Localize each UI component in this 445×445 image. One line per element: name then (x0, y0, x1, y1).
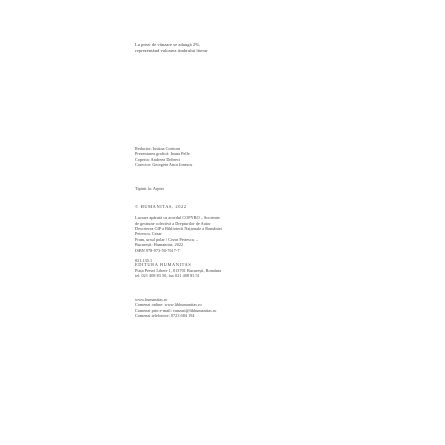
credits-block (135, 146, 375, 168)
copyright-line: © HUMANITAS, 2022 (135, 204, 187, 209)
cip-classification: 821.135.1 (135, 258, 153, 264)
stamp-duty-line-1: La prezi de vânzare se adaugă 2%, (135, 42, 201, 47)
publisher-phone: tel. 021 408 83 50, fax 021 408 83 51 (135, 273, 200, 279)
copyright-block (135, 204, 375, 226)
printing-note (135, 186, 375, 191)
cip-heading: Descrierea CIP a Bibliotecii Naționale a României (135, 226, 222, 231)
cip-block (135, 226, 375, 264)
credit-editor: Redactor: Iustina Croitoru (135, 146, 181, 151)
stamp-duty-note (135, 42, 375, 54)
website-link[interactable]: www.humanitas.ro (135, 297, 168, 302)
cip-imprint: București: Humanitas, 2022 (135, 242, 184, 248)
online-orders[interactable]: Comenzi online: www.libhumanitas.ro (135, 302, 202, 308)
publisher-address: Piața Presei Libere 1, 013701 București, România (135, 268, 222, 273)
credit-proofreader: Corector: Georgeta Anca Ionescu (135, 162, 193, 168)
copyro-line-2: de gestiune colectivă a Drepturilor de Autor (135, 220, 211, 226)
credit-layout: Prezentarea grafică: Ioana Pelle (135, 151, 190, 157)
publisher-address-block (135, 262, 375, 279)
stamp-duty-line-2: reprezentând valoarea timbrului literar (135, 48, 208, 53)
cip-title: Fram, ursul polar / Cezar Petrescu. – (135, 236, 199, 242)
email-orders[interactable]: Comenzi prin e-mail: vanzari@libhumanitas.ro (135, 307, 217, 313)
cip-isbn: ISBN 978-973-50-7617-7 (135, 247, 180, 253)
phone-orders: Comenzi telefonice: 0723 684 194 (135, 313, 195, 319)
credit-cover: Coperta: Andreea Dobreci (135, 156, 181, 162)
contact-block (135, 297, 375, 319)
cip-author: Petrescu, Cezar (135, 231, 162, 237)
publisher-name: EDITURA HUMANITAS (135, 262, 192, 267)
printed-at: Tipărit la: Arpiet (135, 186, 164, 191)
copyro-line-1: Lucrare apărută cu acordul COPYRO – Societate (135, 215, 220, 221)
